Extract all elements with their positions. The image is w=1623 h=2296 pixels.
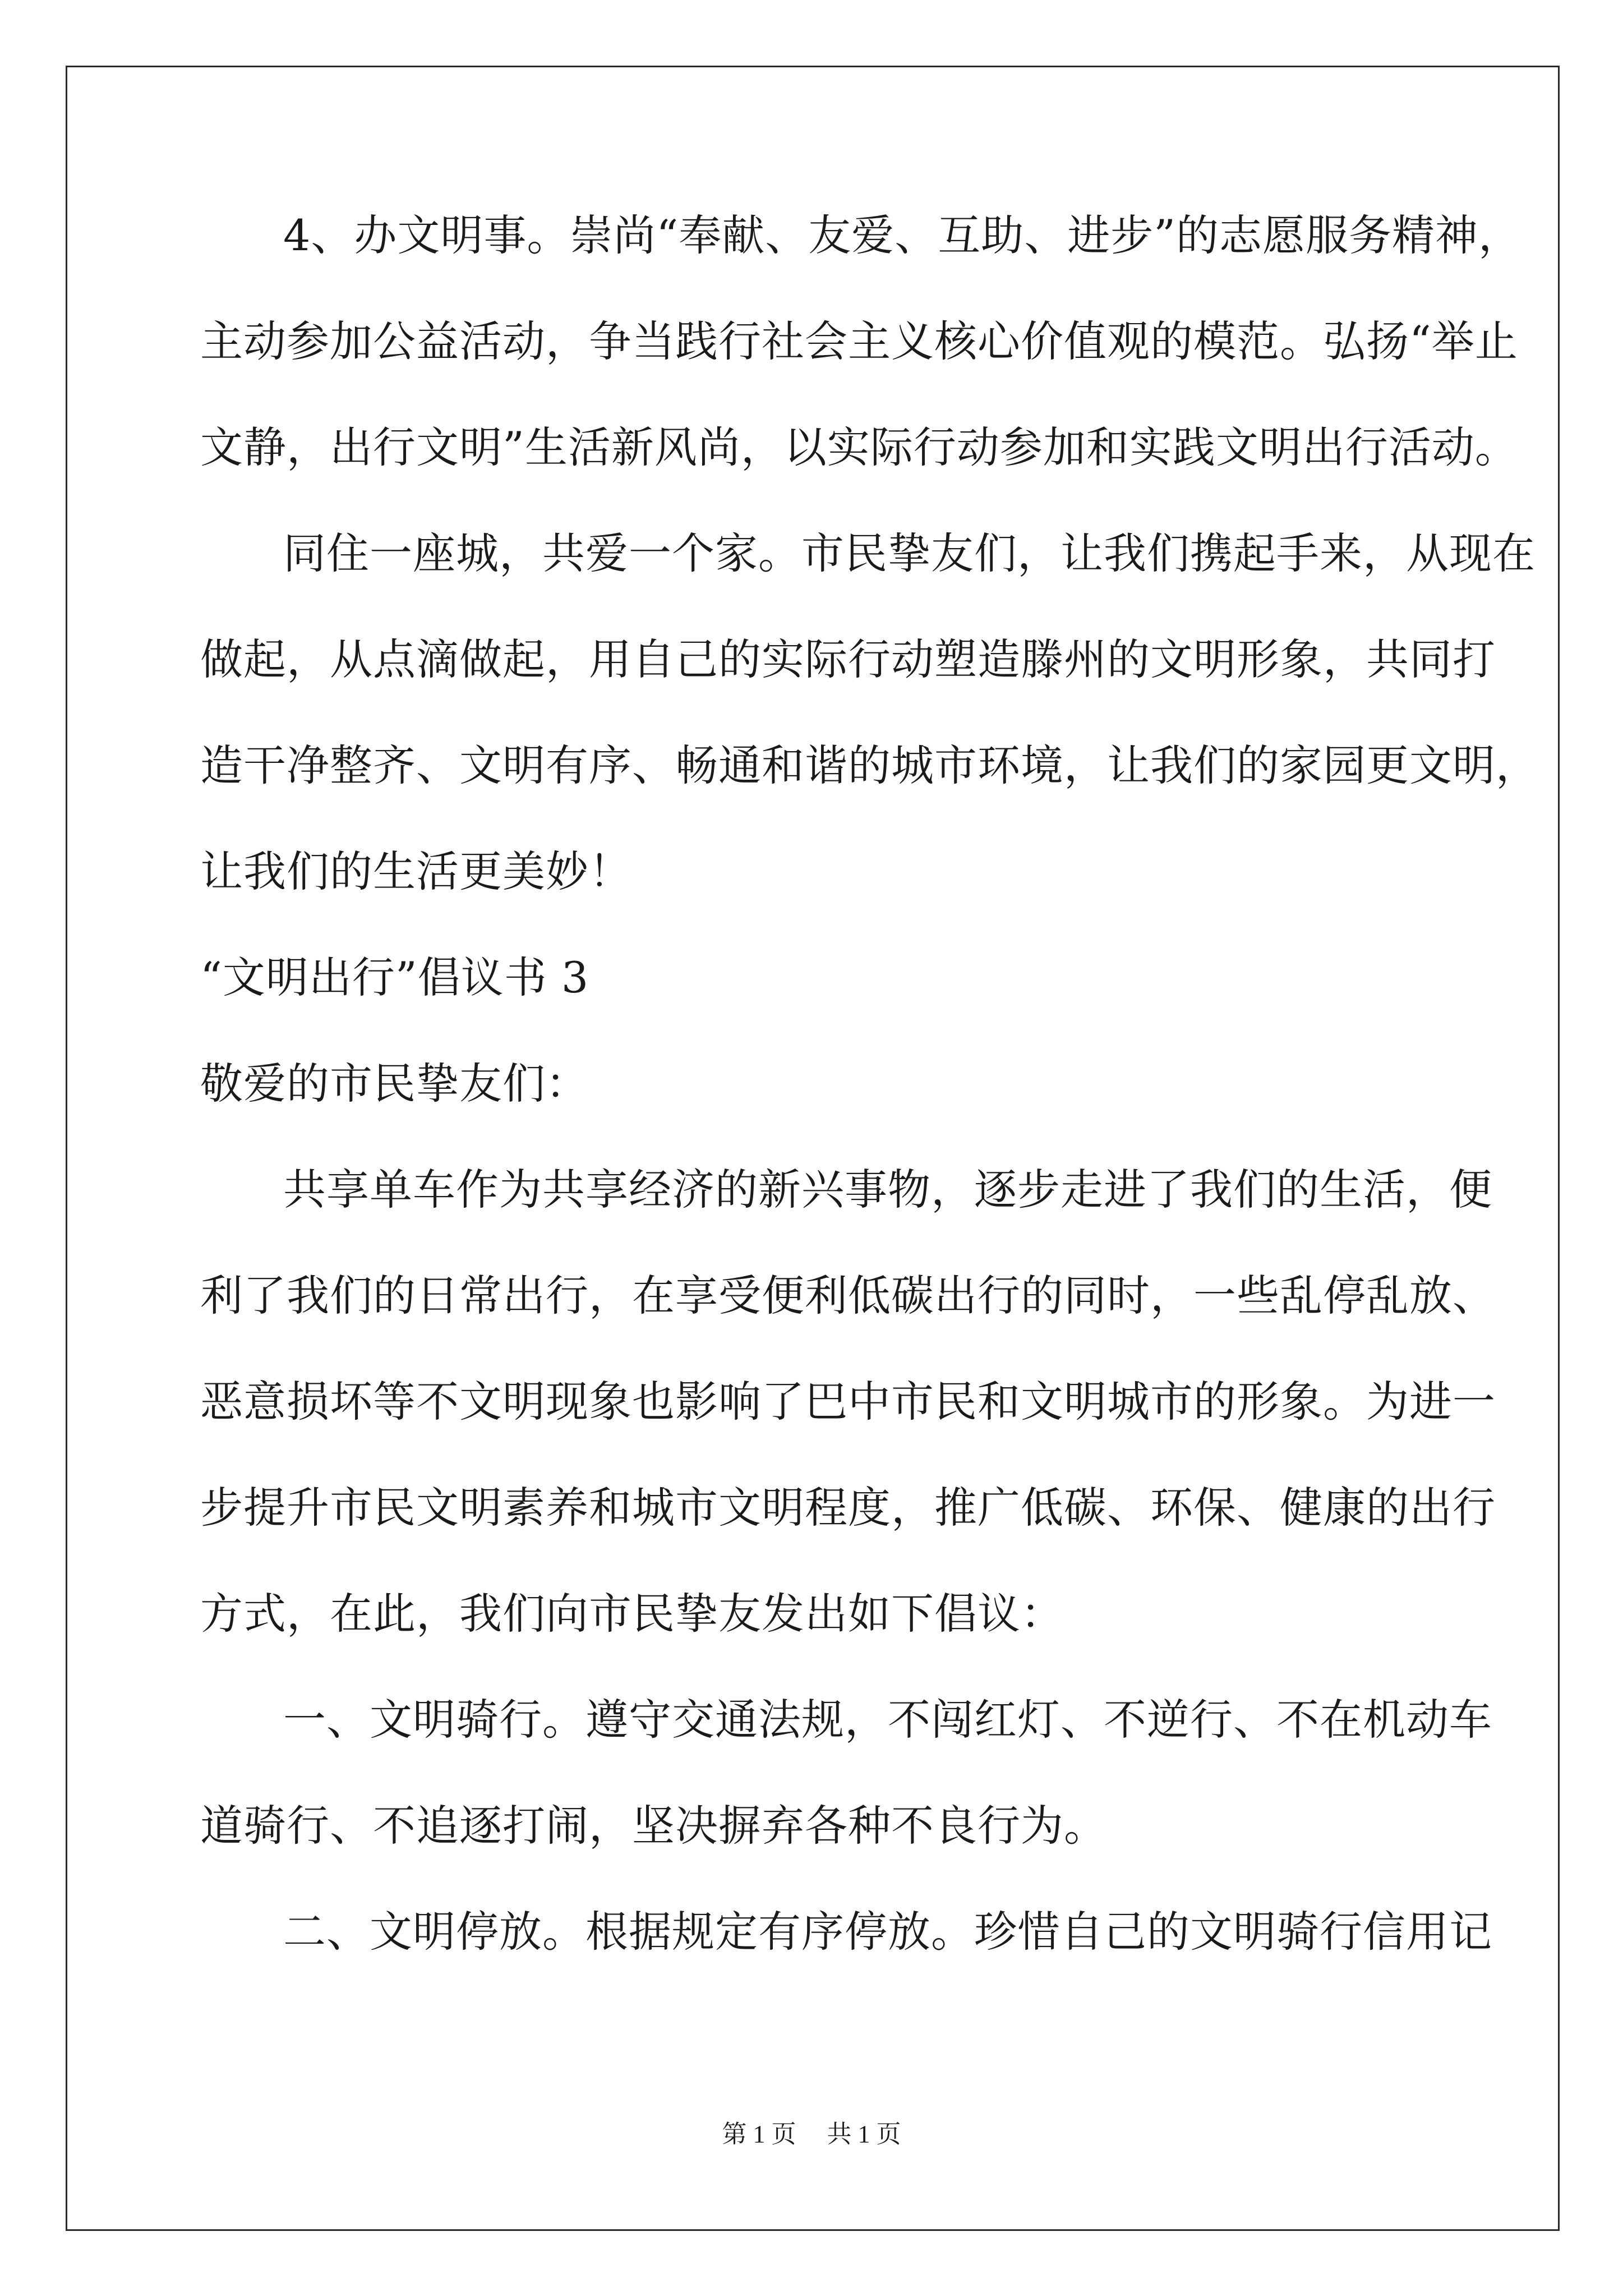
document-body	[200, 202, 1539, 2004]
text-line: 恶意损坏等不文明现象也影响了巴中市民和文明城市的形象。为进一	[200, 1377, 1496, 1427]
text-line: 方式，在此，我们向市民挚友发出如下倡议：	[200, 1589, 1064, 1639]
text-line: 主动参加公益活动，争当践行社会主义核心价值观的模范。弘扬“举止	[200, 316, 1518, 366]
page-number: 第 1 页	[722, 2120, 796, 2148]
text-line: 共享单车作为共享经济的新兴事物，逐步走进了我们的生活，便	[283, 1165, 1492, 1214]
text-line: 利了我们的日常出行，在享受便利低碳出行的同时，一些乱停乱放、	[200, 1271, 1496, 1320]
text-line: 4、办文明事。崇尚“奉献、友爱、互助、进步”的志愿服务精神，	[283, 210, 1522, 260]
text-line: 文静，出行文明”生活新风尚，以实际行动参加和实践文明出行活动。	[200, 422, 1518, 472]
text-line: 敬爱的市民挚友们：	[200, 1059, 589, 1108]
text-line: 同住一座城，共爱一个家。市民挚友们，让我们携起手来，从现在	[283, 528, 1536, 578]
page-total: 共 1 页	[827, 2120, 901, 2148]
text-line: 让我们的生活更美妙！	[200, 846, 632, 896]
page-footer	[0, 2114, 1623, 2150]
text-line: 造干净整齐、文明有序、畅通和谐的城市环境，让我们的家园更文明，	[200, 740, 1539, 790]
text-line: 一、文明骑行。遵守交通法规，不闯红灯、不逆行、不在机动车	[283, 1695, 1492, 1745]
text-line: 步提升市民文明素养和城市文明程度，推广低碳、环保、健康的出行	[200, 1483, 1496, 1533]
text-line: “文明出行”倡议书 3	[200, 953, 589, 1002]
text-line: 做起，从点滴做起，用自己的实际行动塑造滕州的文明形象，共同打	[200, 634, 1496, 684]
text-line: 二、文明停放。根据规定有序停放。珍惜自己的文明骑行信用记	[283, 1907, 1492, 1957]
text-line: 道骑行、不追逐打闹，坚决摒弃各种不良行为。	[200, 1801, 1107, 1851]
